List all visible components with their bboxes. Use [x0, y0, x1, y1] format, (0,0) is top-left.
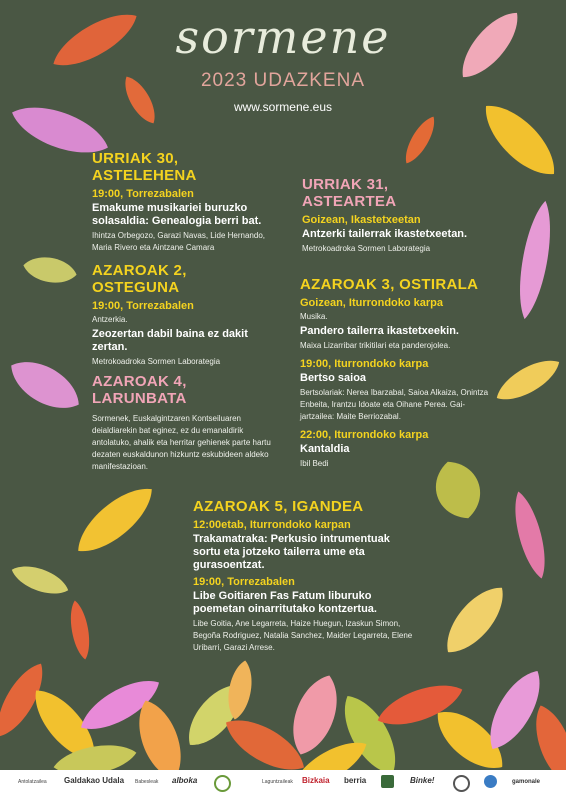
leaf-yellowgreen-left	[21, 253, 78, 286]
blue-circle-logo-icon	[484, 775, 497, 788]
leaf-pink-right-mid	[513, 199, 558, 321]
event-org: Metrokoadroka Sormen Laborategia	[302, 244, 431, 253]
event-time-2: 19:00, Iturrondoko karpa	[300, 358, 429, 370]
season-title: 2023 UDAZKENA	[200, 70, 365, 91]
galdakao-logo: Galdakao Udala	[64, 776, 125, 785]
leaf-yellow-center	[68, 477, 162, 564]
event-time-3: 22:00, Iturrondoko karpa	[300, 429, 429, 441]
event-azaroak-2	[92, 262, 272, 368]
gamonale-logo: gamonale	[512, 779, 541, 785]
event-time: Goizean, Ikastetxeetan	[302, 214, 421, 226]
leaf-yellow-right-mid	[491, 351, 566, 408]
leaf-yellow-right-low	[436, 577, 515, 662]
event-date: AZAROAK 4, LARUNBATA	[92, 373, 187, 407]
event-azaroak-4	[92, 373, 282, 473]
alboka-logo: alboka	[172, 776, 198, 785]
event-genre: Antzerkia.	[92, 315, 128, 324]
berria-logo: berria	[344, 776, 367, 785]
event-title: Zeozertan dabil baina ez dakit zertan.	[92, 328, 248, 353]
event-people: Ihintza Orbegozo, Garazi Navas, Lide Hernando, Maria Rivero eta Aintzane Camara	[92, 231, 265, 252]
event-title-1: Trakamatraka: Perkusio intrumentuak sortu eta jotzeko tailerra ume eta gurasoentzat.	[193, 533, 390, 571]
event-time-1: 12:00etab, Iturrondoko karpan	[193, 519, 351, 531]
event-urriak-30	[92, 150, 282, 254]
support-label: Laguntzaileak	[262, 779, 293, 785]
leaf-pink-right-low	[508, 489, 552, 582]
event-genre-1: Musika.	[300, 312, 328, 321]
circle-logo-icon	[214, 775, 231, 792]
sponsors-footer	[0, 770, 566, 798]
event-people-3: Ibil Bedi	[300, 459, 329, 468]
event-people-2: Bertsolariak: Nerea Ibarzabal, Saioa Alkaiza, Onintza Enbeita, Irantzu Idoate eta Oihane Perea. Gai-jartzailea: Maite Berriozabal.	[300, 388, 489, 421]
green-square-logo-icon	[381, 775, 394, 788]
binke-logo: Binke!	[410, 776, 435, 785]
event-org: Metrokoadroka Sormen Laborategia	[92, 357, 221, 366]
event-people-2: Libe Goitia, Ane Legarreta, Haize Huegun, Izaskun Simon, Begoña Rodriguez, Natalia Sanchez, Maider Legarreta, Elene Uribarri, Garazi Arrese.	[193, 619, 413, 652]
website-link[interactable]: www.sormene.eus	[233, 100, 333, 114]
leaf-pile-bottom	[0, 657, 566, 770]
event-title-1: Pandero tailerra ikastetxeekin.	[300, 325, 459, 337]
event-urriak-31	[302, 176, 472, 255]
organizer-label: Antolatzailea	[18, 779, 47, 785]
sormene-logo: sormene	[175, 10, 391, 64]
event-azaroak-5	[193, 498, 419, 654]
event-title-2: Libe Goitiaren Fas Fatum liburuko poemetan oinarritutako kontzertua.	[193, 590, 377, 615]
event-text: Sormenek, Euskalgintzaren Kontseiluaren deialdiarekin bat eginez, ez du emanaldirik antolatuko, ahalik eta herritar gehienek parte hartu dezaten euskaldunon hizkuntz eskubideen aldeko manifestazioan.	[92, 414, 271, 471]
event-time: 19:00, Torrezabalen	[92, 188, 194, 200]
event-azaroak-3	[300, 276, 498, 470]
event-time-2: 19:00, Torrezabalen	[193, 576, 295, 588]
event-title-3: Kantaldia	[300, 443, 350, 455]
bizkaia-logo: Bizkaia	[302, 776, 330, 785]
leaf-orange-right	[399, 113, 440, 168]
event-title: Antzerki tailerrak ikastetxeetan.	[302, 228, 468, 240]
leaf-orange-left-low	[67, 599, 93, 661]
event-title: Emakume musikariei buruzko solasaldia: Genealogia berri bat.	[92, 202, 262, 227]
event-people-1: Maixa Lizarribar trikitilari eta panderojolea.	[300, 341, 451, 350]
event-title-2: Bertso saioa	[300, 372, 367, 384]
event-time-1: Goizean, Iturrondoko karpa	[300, 297, 444, 309]
event-date: AZAROAK 2, OSTEGUNA	[92, 262, 187, 296]
event-date: URRIAK 31, ASTEARTEA	[302, 176, 397, 210]
leaf-pink-left-mid	[2, 350, 87, 419]
crest-logo-icon	[453, 775, 470, 792]
event-date: URRIAK 30, ASTELEHENA	[92, 150, 197, 184]
event-time: 19:00, Torrezabalen	[92, 300, 194, 312]
leaf-yellowgreen-left-low	[8, 560, 72, 601]
collab-label: Babesleak	[135, 779, 159, 785]
event-date: AZAROAK 3, OSTIRALA	[300, 276, 479, 293]
event-date: AZAROAK 5, IGANDEA	[193, 498, 364, 515]
